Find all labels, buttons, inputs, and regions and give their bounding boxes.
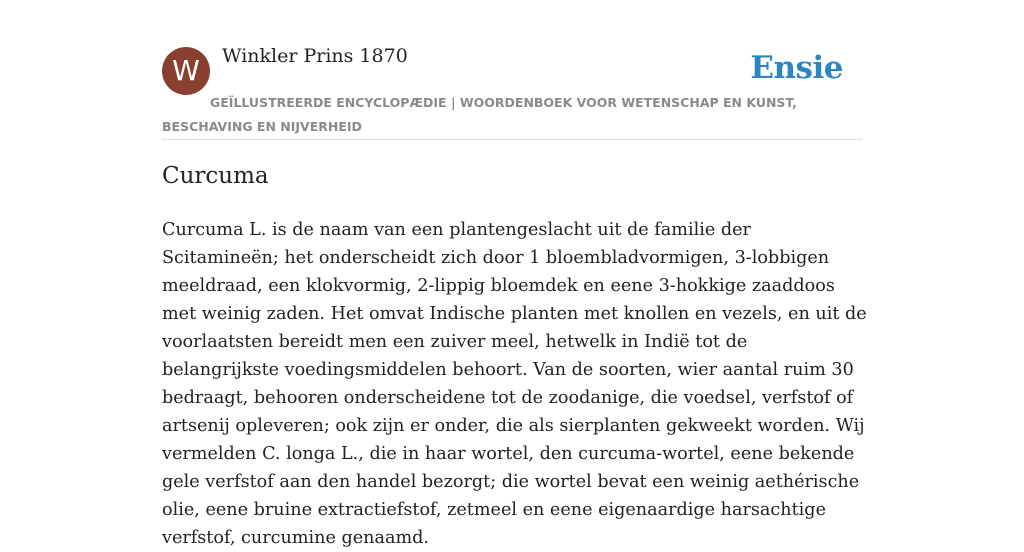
article-body: Curcuma L. is de naam van een plantengeslacht uit de familie der Scitamineën; het onderscheidt zich door 1 bloembladvormigen, 3-lobbigen meeldraad, een klokvormig, 2-lippig bloemdek en eene 3-hokkige zaaddoos met weinig zaden. Het omvat Indische planten met knollen en vezels, en uit de voorlaatsten bereidt men een zuiver meel, hetwelk in Indië tot de belangrijkste voedingsmiddelen behoort. Van de soorten, wier aantal ruim 30 bedraagt, behooren onderscheidene tot de zoodanige, die voedsel, verfstof of artsenij opleveren; ook zijn er onder, die als sierplanten gekweekt worden. Wij vermelden C. longa L., die in haar wortel, den curcuma-wortel, eene bekende gele verfstof aan den handel bezorgt; die wortel bevat een weinig aethérische olie, eene bruine extractiefstof, zetmeel en eene eigenaardige harsachtige verfstof, curcumine genaamd. <box>162 220 867 548</box>
article-title: Curcuma <box>162 163 269 189</box>
page <box>162 0 867 548</box>
source-header <box>162 0 862 140</box>
source-title-link[interactable]: Winkler Prins 1870 <box>222 45 408 67</box>
avatar-letter: W <box>172 54 200 87</box>
source-avatar[interactable] <box>162 47 210 95</box>
source-subtitle: GEÏLLUSTREERDE ENCYCLOPÆDIE | WOORDENBOEK VOOR WETENSCHAP EN KUNST, BESCHAVING EN NIJVERHEID <box>162 95 797 134</box>
ensie-logo[interactable]: Ensie <box>750 50 843 86</box>
